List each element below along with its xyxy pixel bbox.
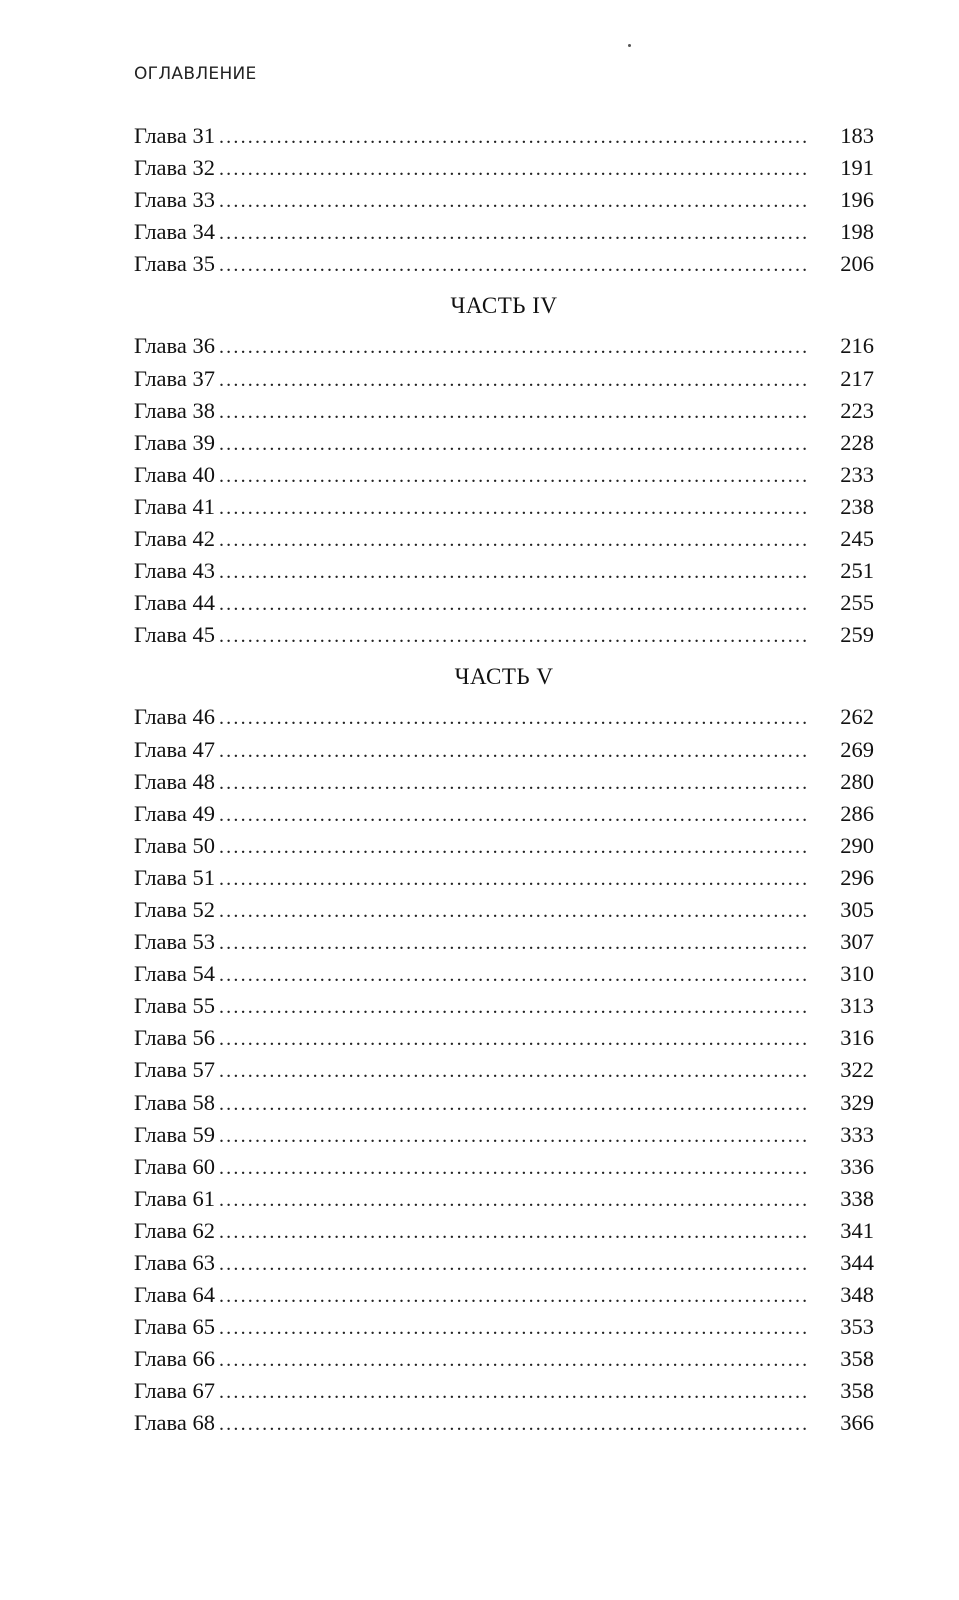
chapter-title: Глава 67 [134,1378,215,1404]
dot-leader [219,217,837,249]
chapter-title: Глава 42 [134,526,215,552]
page-number: 329 [840,1089,874,1115]
page-number: 310 [840,961,874,987]
chapter-title: Глава 58 [134,1089,215,1115]
toc-entry[interactable] [134,459,874,491]
page-number: 269 [840,736,874,762]
page-number: 313 [840,993,874,1019]
dot-leader [219,702,837,734]
page-number: 216 [840,333,874,359]
page-number: 191 [840,155,874,181]
dot-leader [219,185,837,217]
dot-leader [219,492,837,524]
dot-leader [219,1344,837,1376]
toc-entry[interactable] [134,1311,874,1343]
page-number: 333 [840,1121,874,1147]
chapter-title: Глава 36 [134,333,215,359]
page-number: 338 [840,1185,874,1211]
dot-leader [219,121,837,153]
toc-entry[interactable] [134,1343,874,1375]
dot-leader [219,1088,837,1120]
page-number: 290 [840,832,874,858]
toc-entry[interactable] [134,184,874,216]
toc-entry[interactable] [134,990,874,1022]
page-number: 251 [840,558,874,584]
toc-entry[interactable] [134,1215,874,1247]
dot-leader [219,620,837,652]
toc-entry[interactable] [134,330,874,362]
toc-entry[interactable] [134,1054,874,1086]
toc-entry[interactable] [134,491,874,523]
chapter-title: Глава 57 [134,1057,215,1083]
toc-entry[interactable] [134,523,874,555]
chapter-title: Глава 65 [134,1314,215,1340]
chapter-title: Глава 50 [134,832,215,858]
page-number: 217 [840,365,874,391]
chapter-title: Глава 34 [134,219,215,245]
toc-entry[interactable] [134,701,874,733]
chapter-title: Глава 32 [134,155,215,181]
dot-leader [219,1184,837,1216]
chapter-title: Глава 39 [134,429,215,455]
chapter-title: Глава 53 [134,929,215,955]
dot-leader [219,460,837,492]
chapter-title: Глава 60 [134,1153,215,1179]
dot-leader [219,1280,837,1312]
page-number: 305 [840,896,874,922]
page-number: 196 [840,187,874,213]
chapter-title: Глава 41 [134,493,215,519]
page-number: 238 [840,493,874,519]
dot-leader [219,1120,837,1152]
chapter-title: Глава 52 [134,896,215,922]
chapter-title: Глава 56 [134,1025,215,1051]
toc-entry[interactable] [134,958,874,990]
chapter-title: Глава 38 [134,397,215,423]
chapter-title: Глава 31 [134,123,215,148]
dot-leader [219,959,837,991]
dot-leader [219,588,837,620]
chapter-title: Глава 43 [134,558,215,584]
dot-leader [219,556,837,588]
part-heading: ЧАСТЬ V [454,664,554,690]
chapter-title: Глава 40 [134,461,215,487]
dot-leader [219,895,837,927]
toc-entry[interactable] [134,216,874,248]
page-number: 286 [840,800,874,826]
toc-entry[interactable] [134,1183,874,1215]
chapter-title: Глава 59 [134,1121,215,1147]
chapter-title: Глава 46 [134,704,215,730]
chapter-title: Глава 51 [134,864,215,890]
toc-entry[interactable] [134,395,874,427]
page-number: 316 [840,1025,874,1051]
page-number: 358 [840,1346,874,1372]
dot-leader [219,799,837,831]
toc-entry[interactable] [134,1247,874,1279]
page-number: 198 [840,219,874,245]
page-number: 259 [840,622,874,648]
dot-leader [219,735,837,767]
toc-entry[interactable] [134,1022,874,1054]
toc-entry[interactable] [134,1279,874,1311]
toc-entry[interactable] [134,363,874,395]
chapter-title: Глава 68 [134,1410,215,1436]
chapter-title: Глава 66 [134,1346,215,1372]
chapter-title: Глава 55 [134,993,215,1019]
toc-entry[interactable] [134,120,874,152]
toc-entry[interactable] [134,587,874,619]
chapter-title: Глава 61 [134,1185,215,1211]
dot-leader [219,396,837,428]
dot-leader [219,1248,837,1280]
dot-leader [219,249,837,281]
page-number: 183 [840,123,874,148]
toc-entry[interactable] [134,152,874,184]
dot-leader [219,153,837,185]
page-number: 336 [840,1153,874,1179]
table-of-contents [134,120,874,1440]
page-number: 245 [840,526,874,552]
page-number: 233 [840,461,874,487]
toc-entry[interactable] [134,248,874,280]
page-number: 296 [840,864,874,890]
dot-leader [219,428,837,460]
chapter-title: Глава 48 [134,768,215,794]
page-number: 366 [840,1410,874,1436]
toc-entry[interactable] [134,862,874,894]
dot-leader [219,331,837,363]
toc-entry[interactable] [134,1119,874,1151]
toc-entry[interactable] [134,830,874,862]
dot-leader [219,831,837,863]
dot-leader [219,1023,837,1055]
dot-leader [219,863,837,895]
dot-leader [219,524,837,556]
running-head: ОГЛАВЛЕНИЕ [134,64,257,84]
toc-entry[interactable] [134,798,874,830]
page-number: 353 [840,1314,874,1340]
chapter-title: Глава 45 [134,622,215,648]
page-number: 348 [840,1282,874,1308]
chapter-title: Глава 63 [134,1250,215,1275]
page-number: 358 [840,1378,874,1404]
dot-leader [219,1376,837,1408]
chapter-title: Глава 44 [134,590,215,616]
toc-entry[interactable] [134,1375,874,1407]
chapter-title: Глава 49 [134,800,215,826]
chapter-title: Глава 37 [134,365,215,391]
toc-entry[interactable] [134,894,874,926]
page-number: 223 [840,397,874,423]
dot-leader [219,1408,837,1440]
page-number: 255 [840,590,874,616]
page-number: 262 [840,704,874,730]
toc-entry[interactable] [134,734,874,766]
toc-entry[interactable] [134,1407,874,1439]
dot-leader [219,1312,837,1344]
dot-leader [219,1055,837,1087]
toc-entry[interactable] [134,1087,874,1119]
toc-entry[interactable] [134,555,874,587]
dot-leader [219,927,837,959]
page-number: 206 [840,251,874,277]
chapter-title: Глава 54 [134,961,215,987]
dot-leader [219,767,837,799]
page-number: 228 [840,429,874,455]
dot-leader [219,1152,837,1184]
dot-leader [219,1216,837,1248]
chapter-title: Глава 33 [134,187,215,213]
page-number: 307 [840,929,874,955]
toc-entry[interactable] [134,1151,874,1183]
scan-speck [628,44,631,47]
chapter-title: Глава 64 [134,1282,215,1308]
dot-leader [219,364,837,396]
toc-entry[interactable] [134,926,874,958]
chapter-title: Глава 35 [134,251,215,277]
toc-entry[interactable] [134,619,874,651]
toc-entry[interactable] [134,427,874,459]
part-heading: ЧАСТЬ IV [450,293,558,319]
page-number: 341 [840,1217,874,1243]
page-number: 280 [840,768,874,794]
chapter-title: Глава 47 [134,736,215,762]
chapter-title: Глава 62 [134,1217,215,1243]
page-number: 344 [840,1250,874,1275]
page-number: 322 [840,1057,874,1083]
toc-entry[interactable] [134,766,874,798]
dot-leader [219,991,837,1023]
